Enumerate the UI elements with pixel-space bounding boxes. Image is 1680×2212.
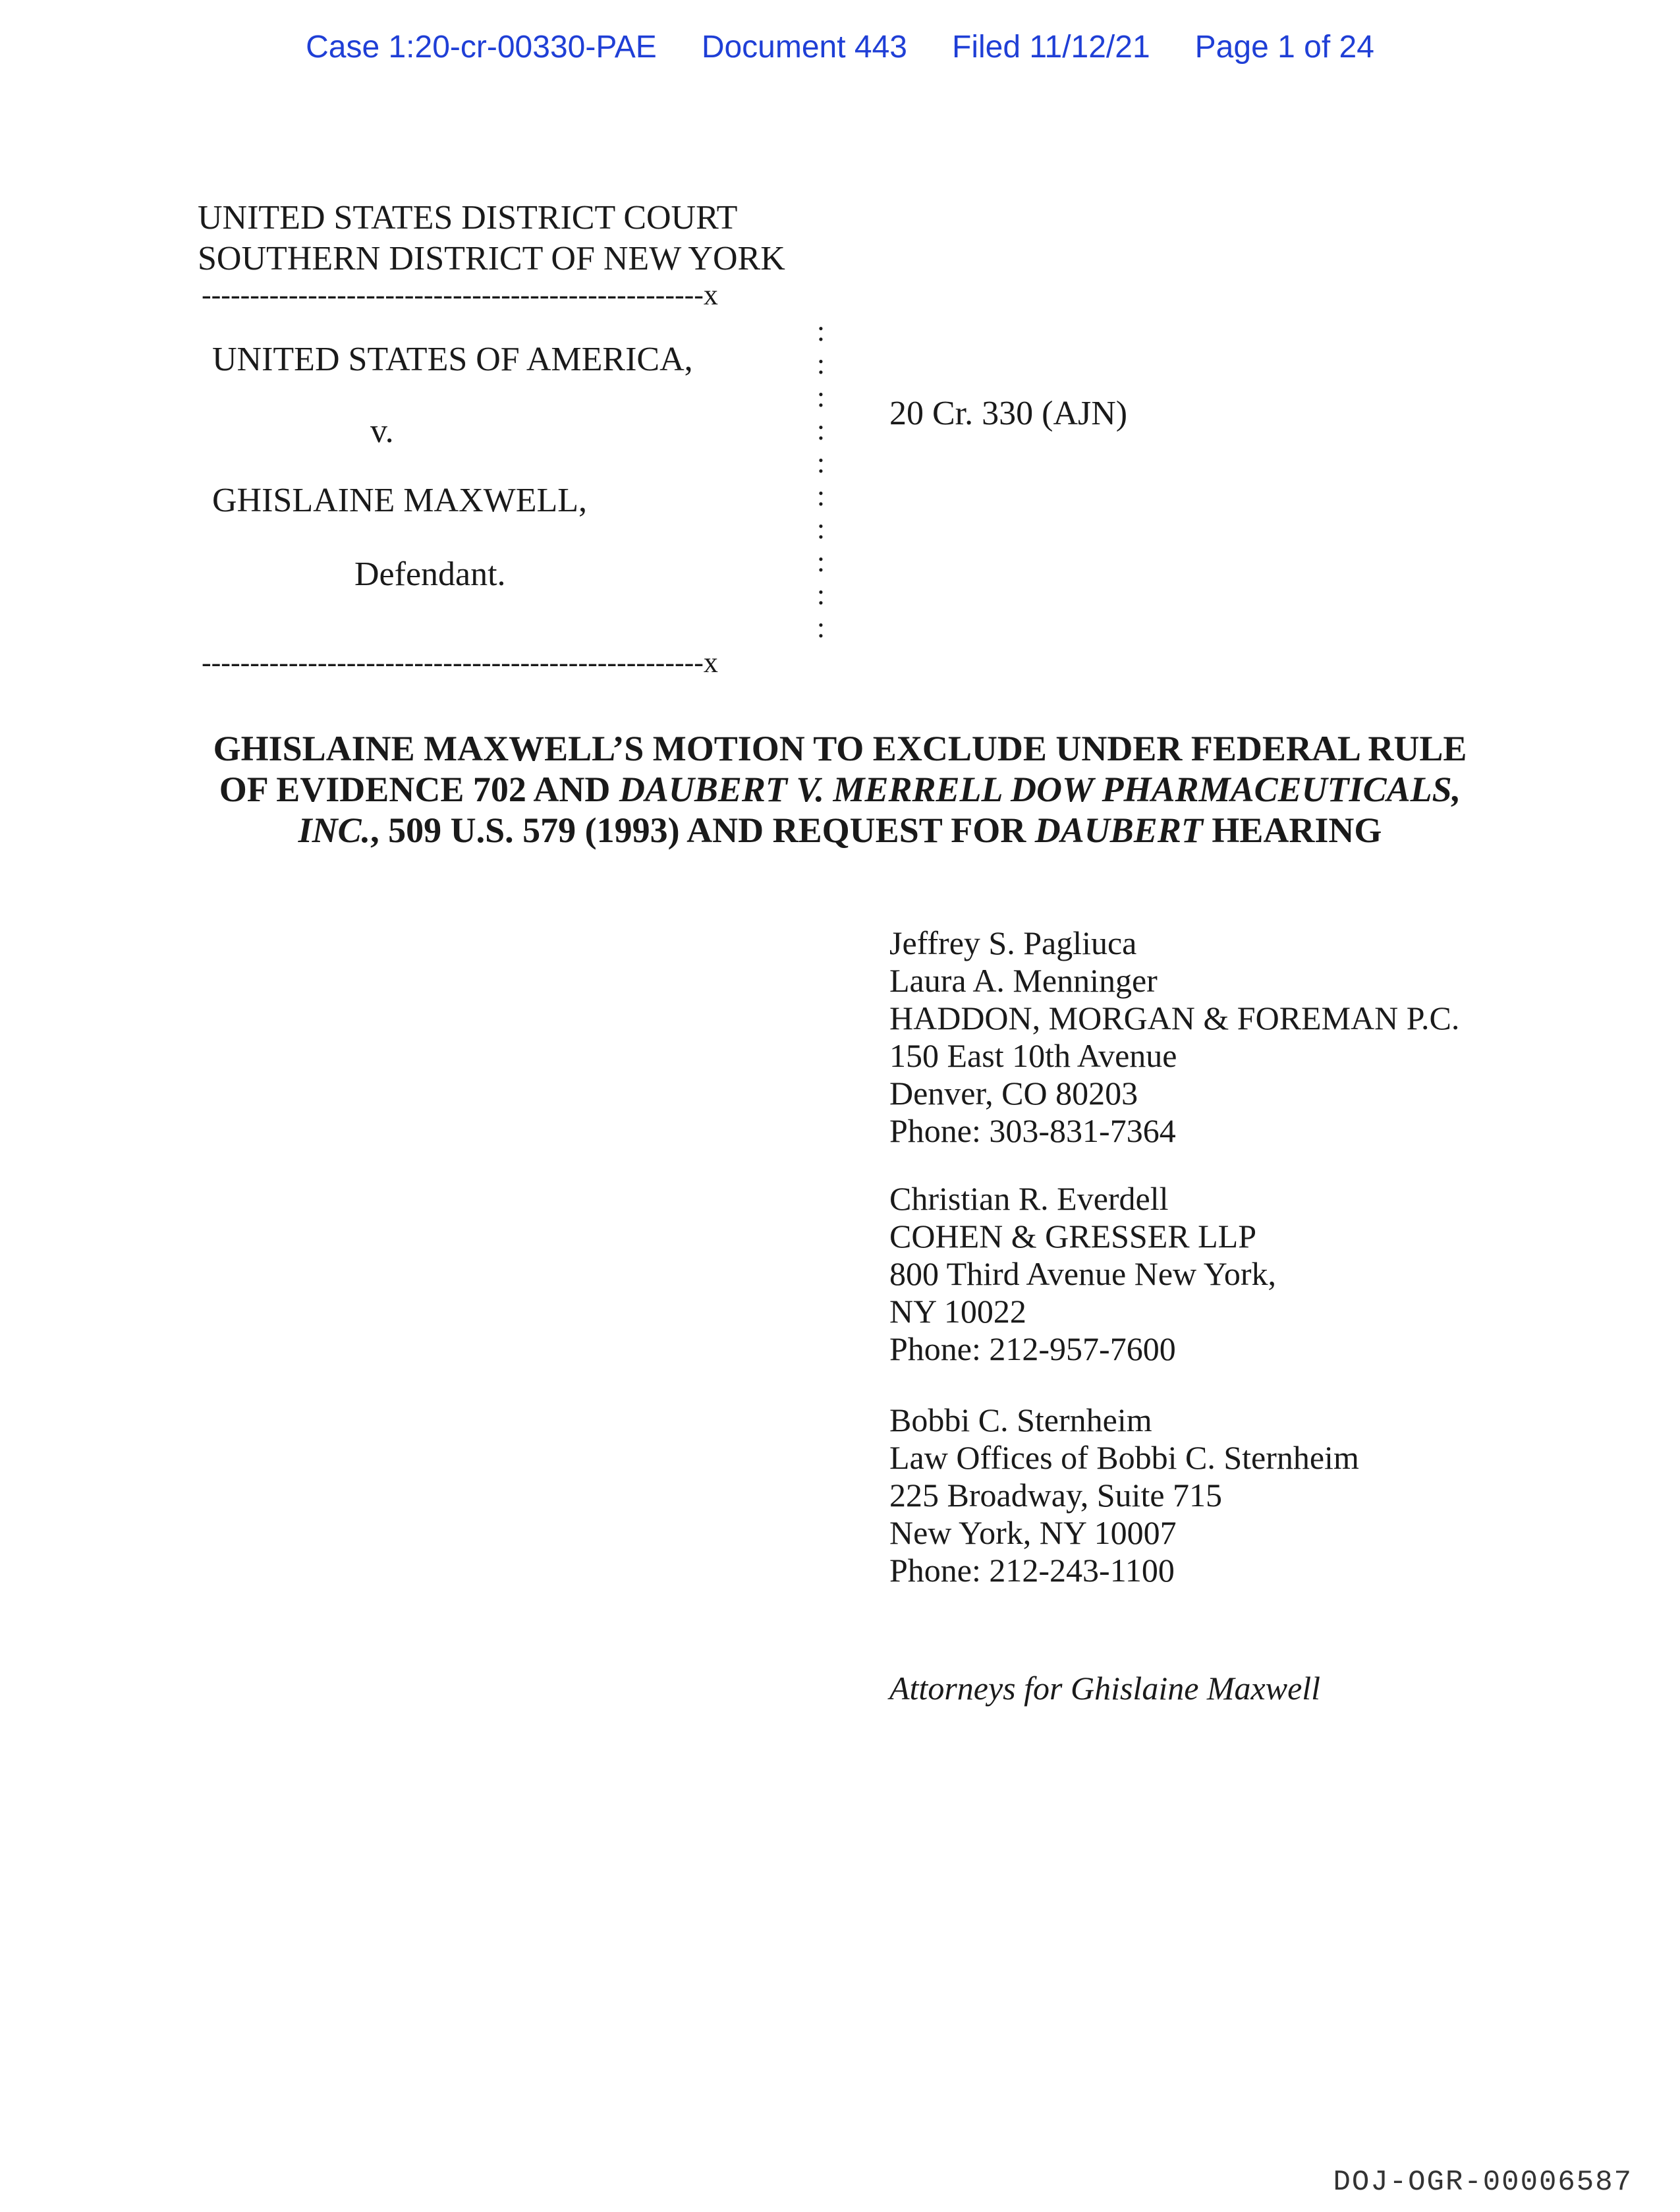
caption-plaintiff: UNITED STATES OF AMERICA, (212, 341, 693, 378)
counsel-line: COHEN & GRESSER LLP (889, 1218, 1257, 1255)
title-case-name: DAUBERT (1034, 810, 1203, 850)
counsel-line: Phone: 212-957-7600 (889, 1330, 1176, 1367)
caption-colon: : (816, 414, 826, 446)
counsel-line: Phone: 303-831-7364 (889, 1112, 1176, 1149)
title-text: OF EVIDENCE 702 AND (219, 770, 619, 809)
ecf-document-number: Document 443 (701, 30, 907, 65)
document-title (132, 728, 1548, 851)
ecf-filed-date: Filed 11/12/21 (952, 30, 1150, 65)
counsel-line: New York, NY 10007 (889, 1514, 1177, 1551)
caption-versus: v. (370, 412, 394, 450)
bates-number: DOJ-OGR-00006587 (1333, 2166, 1633, 2199)
ecf-header (0, 29, 1680, 65)
document-title-line-2 (132, 769, 1548, 810)
counsel-line: Christian R. Everdell (889, 1180, 1169, 1217)
caption-bottom-rule: ----------------------------------------------------x (202, 646, 718, 679)
counsel-block-haddon (889, 924, 1459, 1150)
counsel-block-sternheim (889, 1402, 1359, 1589)
counsel-line: Bobbi C. Sternheim (889, 1402, 1152, 1438)
title-case-name: INC. (298, 810, 371, 850)
court-name-line-1: UNITED STATES DISTRICT COURT (198, 199, 738, 237)
counsel-line: NY 10022 (889, 1293, 1026, 1330)
caption-colon: : (816, 546, 826, 578)
counsel-line: HADDON, MORGAN & FOREMAN P.C. (889, 1000, 1460, 1036)
document-title-line-3 (132, 810, 1548, 851)
attorneys-for-line: Attorneys for Ghislaine Maxwell (889, 1670, 1321, 1707)
caption-top-rule: ----------------------------------------------------x (202, 279, 718, 311)
caption-colon: : (816, 611, 826, 644)
court-name-line-2: SOUTHERN DISTRICT OF NEW YORK (198, 240, 785, 277)
counsel-line: 225 Broadway, Suite 715 (889, 1477, 1223, 1514)
caption-colon: : (816, 315, 826, 347)
counsel-line: Phone: 212-243-1100 (889, 1552, 1175, 1589)
caption-colon: : (816, 447, 826, 479)
caption-colon: : (816, 480, 826, 512)
counsel-line: 800 Third Avenue New York, (889, 1255, 1277, 1292)
counsel-line: Law Offices of Bobbi C. Sternheim (889, 1439, 1359, 1476)
counsel-line: Laura A. Menninger (889, 962, 1158, 999)
title-text: HEARING (1202, 810, 1382, 850)
ecf-page-count: Page 1 of 24 (1194, 30, 1374, 65)
ecf-case-number: Case 1:20-cr-00330-PAE (306, 30, 657, 65)
caption-defendant-role: Defendant. (354, 555, 506, 593)
court-name (198, 198, 785, 279)
case-number: 20 Cr. 330 (AJN) (889, 395, 1128, 432)
caption-colon: : (816, 381, 826, 413)
caption-colon: : (816, 348, 826, 380)
document-title-line-1: GHISLAINE MAXWELL’S MOTION TO EXCLUDE UNDER FEDERAL RULE (213, 729, 1467, 768)
counsel-line: Denver, CO 80203 (889, 1075, 1138, 1112)
counsel-block-cohen (889, 1180, 1276, 1368)
title-text: , 509 U.S. 579 (1993) AND REQUEST FOR (370, 810, 1035, 850)
caption-colon: : (816, 579, 826, 611)
counsel-line: 150 East 10th Avenue (889, 1037, 1177, 1074)
title-case-name: DAUBERT V. MERRELL DOW PHARMACEUTICALS, (619, 770, 1461, 809)
counsel-line: Jeffrey S. Pagliuca (889, 924, 1137, 961)
caption-colon-column (814, 315, 827, 644)
caption-defendant-name: GHISLAINE MAXWELL, (212, 482, 588, 519)
caption-colon: : (816, 513, 826, 545)
